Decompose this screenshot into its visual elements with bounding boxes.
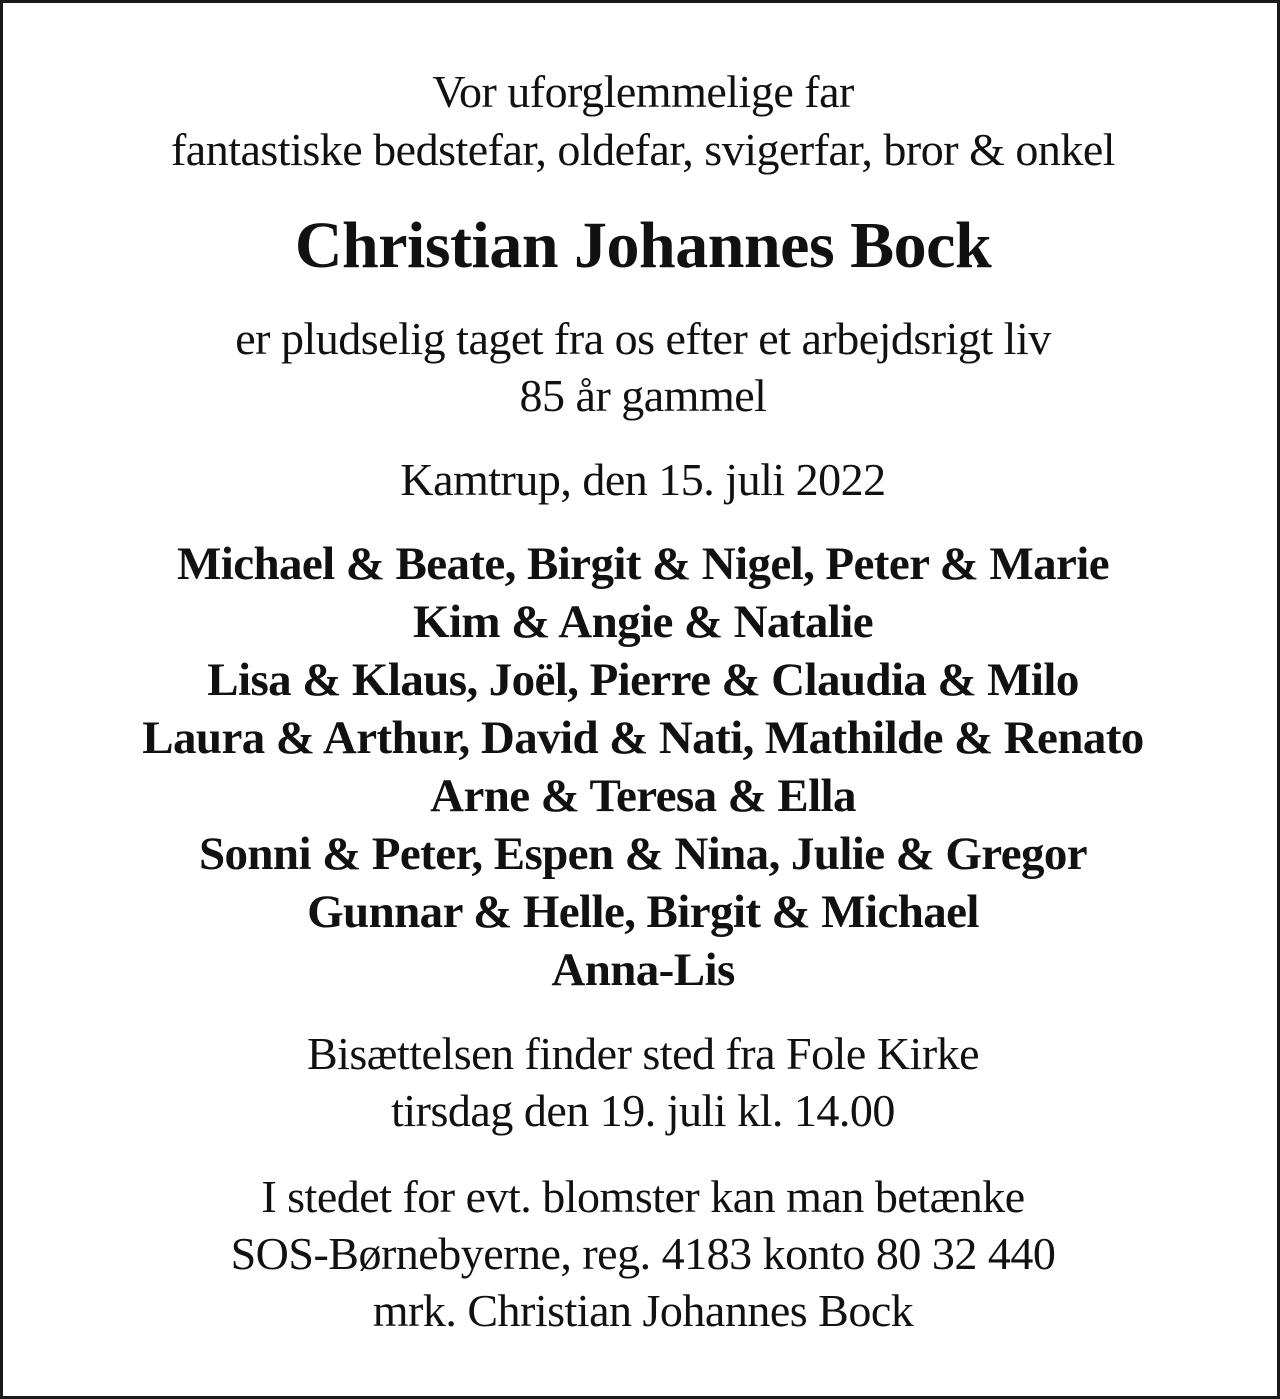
donation-line-1: I stedet for evt. blomster kan man betænke — [261, 1171, 1025, 1222]
funeral-line-2: tirsdag den 19. juli kl. 14.00 — [391, 1085, 895, 1136]
death-text-line-2: 85 år gammel — [519, 370, 767, 421]
family-line: Sonni & Peter, Espen & Nina, Julie & Gregor — [198, 828, 1088, 880]
intro-line-2: fantastiske bedstefar, oldefar, svigerfar, bror & onkel — [170, 124, 1116, 175]
family-line: Arne & Teresa & Ella — [430, 770, 856, 822]
deceased-name: Christian Johannes Bock — [294, 209, 992, 282]
funeral-line-1: Bisættelsen finder sted fra Fole Kirke — [306, 1028, 980, 1079]
family-line: Gunnar & Helle, Birgit & Michael — [307, 886, 979, 938]
intro-line-1: Vor uforglemmelige far — [432, 66, 854, 117]
family-line: Lisa & Klaus, Joël, Pierre & Claudia & Milo — [207, 654, 1079, 706]
death-text-line-1: er pludselig taget fra os efter et arbejdsrigt liv — [235, 313, 1051, 364]
family-line: Kim & Angie & Natalie — [413, 596, 873, 648]
donation-line-2: SOS-Børnebyerne, reg. 4183 konto 80 32 440 — [230, 1228, 1056, 1279]
family-line: Laura & Arthur, David & Nati, Mathilde & Renato — [142, 712, 1144, 764]
donation-line-3: mrk. Christian Johannes Bock — [372, 1285, 914, 1336]
place-date: Kamtrup, den 15. juli 2022 — [400, 454, 886, 505]
family-line: Michael & Beate, Birgit & Nigel, Peter & Marie — [176, 538, 1110, 590]
family-line: Anna-Lis — [551, 944, 735, 996]
